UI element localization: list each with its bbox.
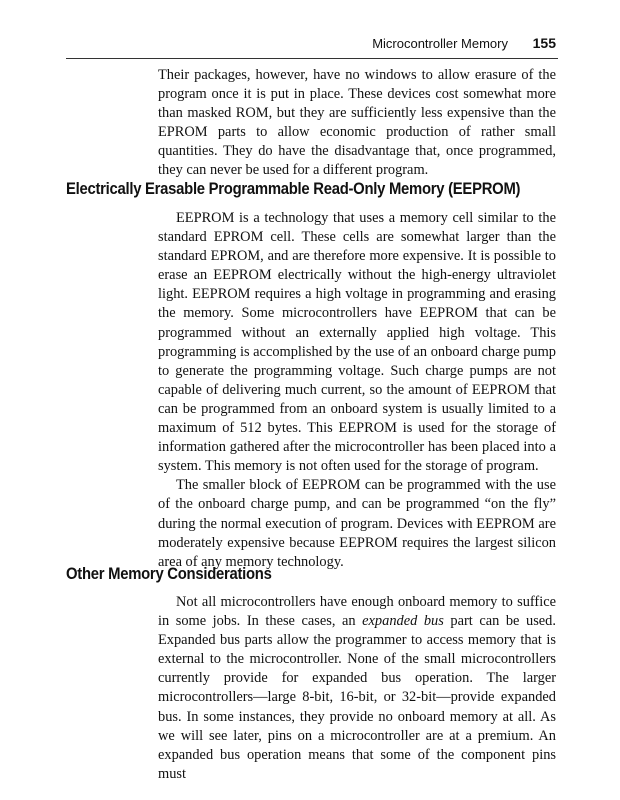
intro-paragraph: Their packages, however, have no windows to allow erasure of the program once it is put in place. These devices cost somewhat more than masked ROM, but they are sufficiently less expensive than the EPROM parts to allow economic production of rather small quantities. They do have the disadvantage that, once programmed, they can never be used for a different program.	[158, 67, 556, 179]
section-heading-eeprom: Electrically Erasable Programmable Read-Only Memory (EEPROM)	[66, 180, 521, 198]
page-number: 155	[532, 35, 556, 51]
other-paragraph-text-1: Not all microcontrollers have enough onboard memory to suffice in some jobs. In these cases, an	[158, 594, 556, 630]
section-heading-other-memory: Other Memory Considerations	[66, 565, 272, 583]
other-memory-section-body	[158, 593, 556, 784]
eeprom-section-body	[158, 209, 556, 572]
eeprom-paragraph-1: EEPROM is a technology that uses a memory cell similar to the standard EPROM cell. These cells are somewhat larger than the standard EPROM, and are therefore more expensive. It is possible to erase an EEPROM electrically without the high-energy ultraviolet light. EEPROM requires a high voltage in programming and erasing the memory. Some microcontrollers have EEPROM that can be programmed without an externally applied high voltage. This programming is accomplished by the use of an onboard charge pump to generate the programming voltage. Such charge pumps are not capable of delivering much current, so the amount of EEPROM that can be programmed from an onboard system is usually limited to a maximum of 512 bytes. This EEPROM is used for the storage of information gathered after the microcontroller has been placed into a system. This memory is not often used for the storage of program.	[158, 210, 556, 475]
running-head	[66, 34, 558, 59]
other-paragraph-text-2: part can be used. Expanded bus parts allow the programmer to access memory that is external to the microcontroller. None of the small microcontrollers currently provide for expanded bus operation. The larger microcontrollers—large 8-bit, 16-bit, or 32-bit—provide expanded bus. In some instances, they provide no onboard memory at all. As we will see later, pins on a microcontroller are at a premium. An expanded bus operation means that some of the component pins must	[158, 613, 556, 782]
expanded-bus-term: expanded bus	[362, 613, 444, 630]
running-head-title: Microcontroller Memory	[372, 36, 508, 51]
other-memory-paragraph	[158, 593, 556, 784]
intro-paragraph-block	[158, 66, 556, 181]
eeprom-paragraph-2: The smaller block of EEPROM can be programmed with the use of the onboard charge pump, and can be programmed “on the fly” during the normal execution of program. Devices with EEPROM are moderately expensive because EEPROM requires the largest silicon area of any memory technology.	[158, 477, 556, 570]
